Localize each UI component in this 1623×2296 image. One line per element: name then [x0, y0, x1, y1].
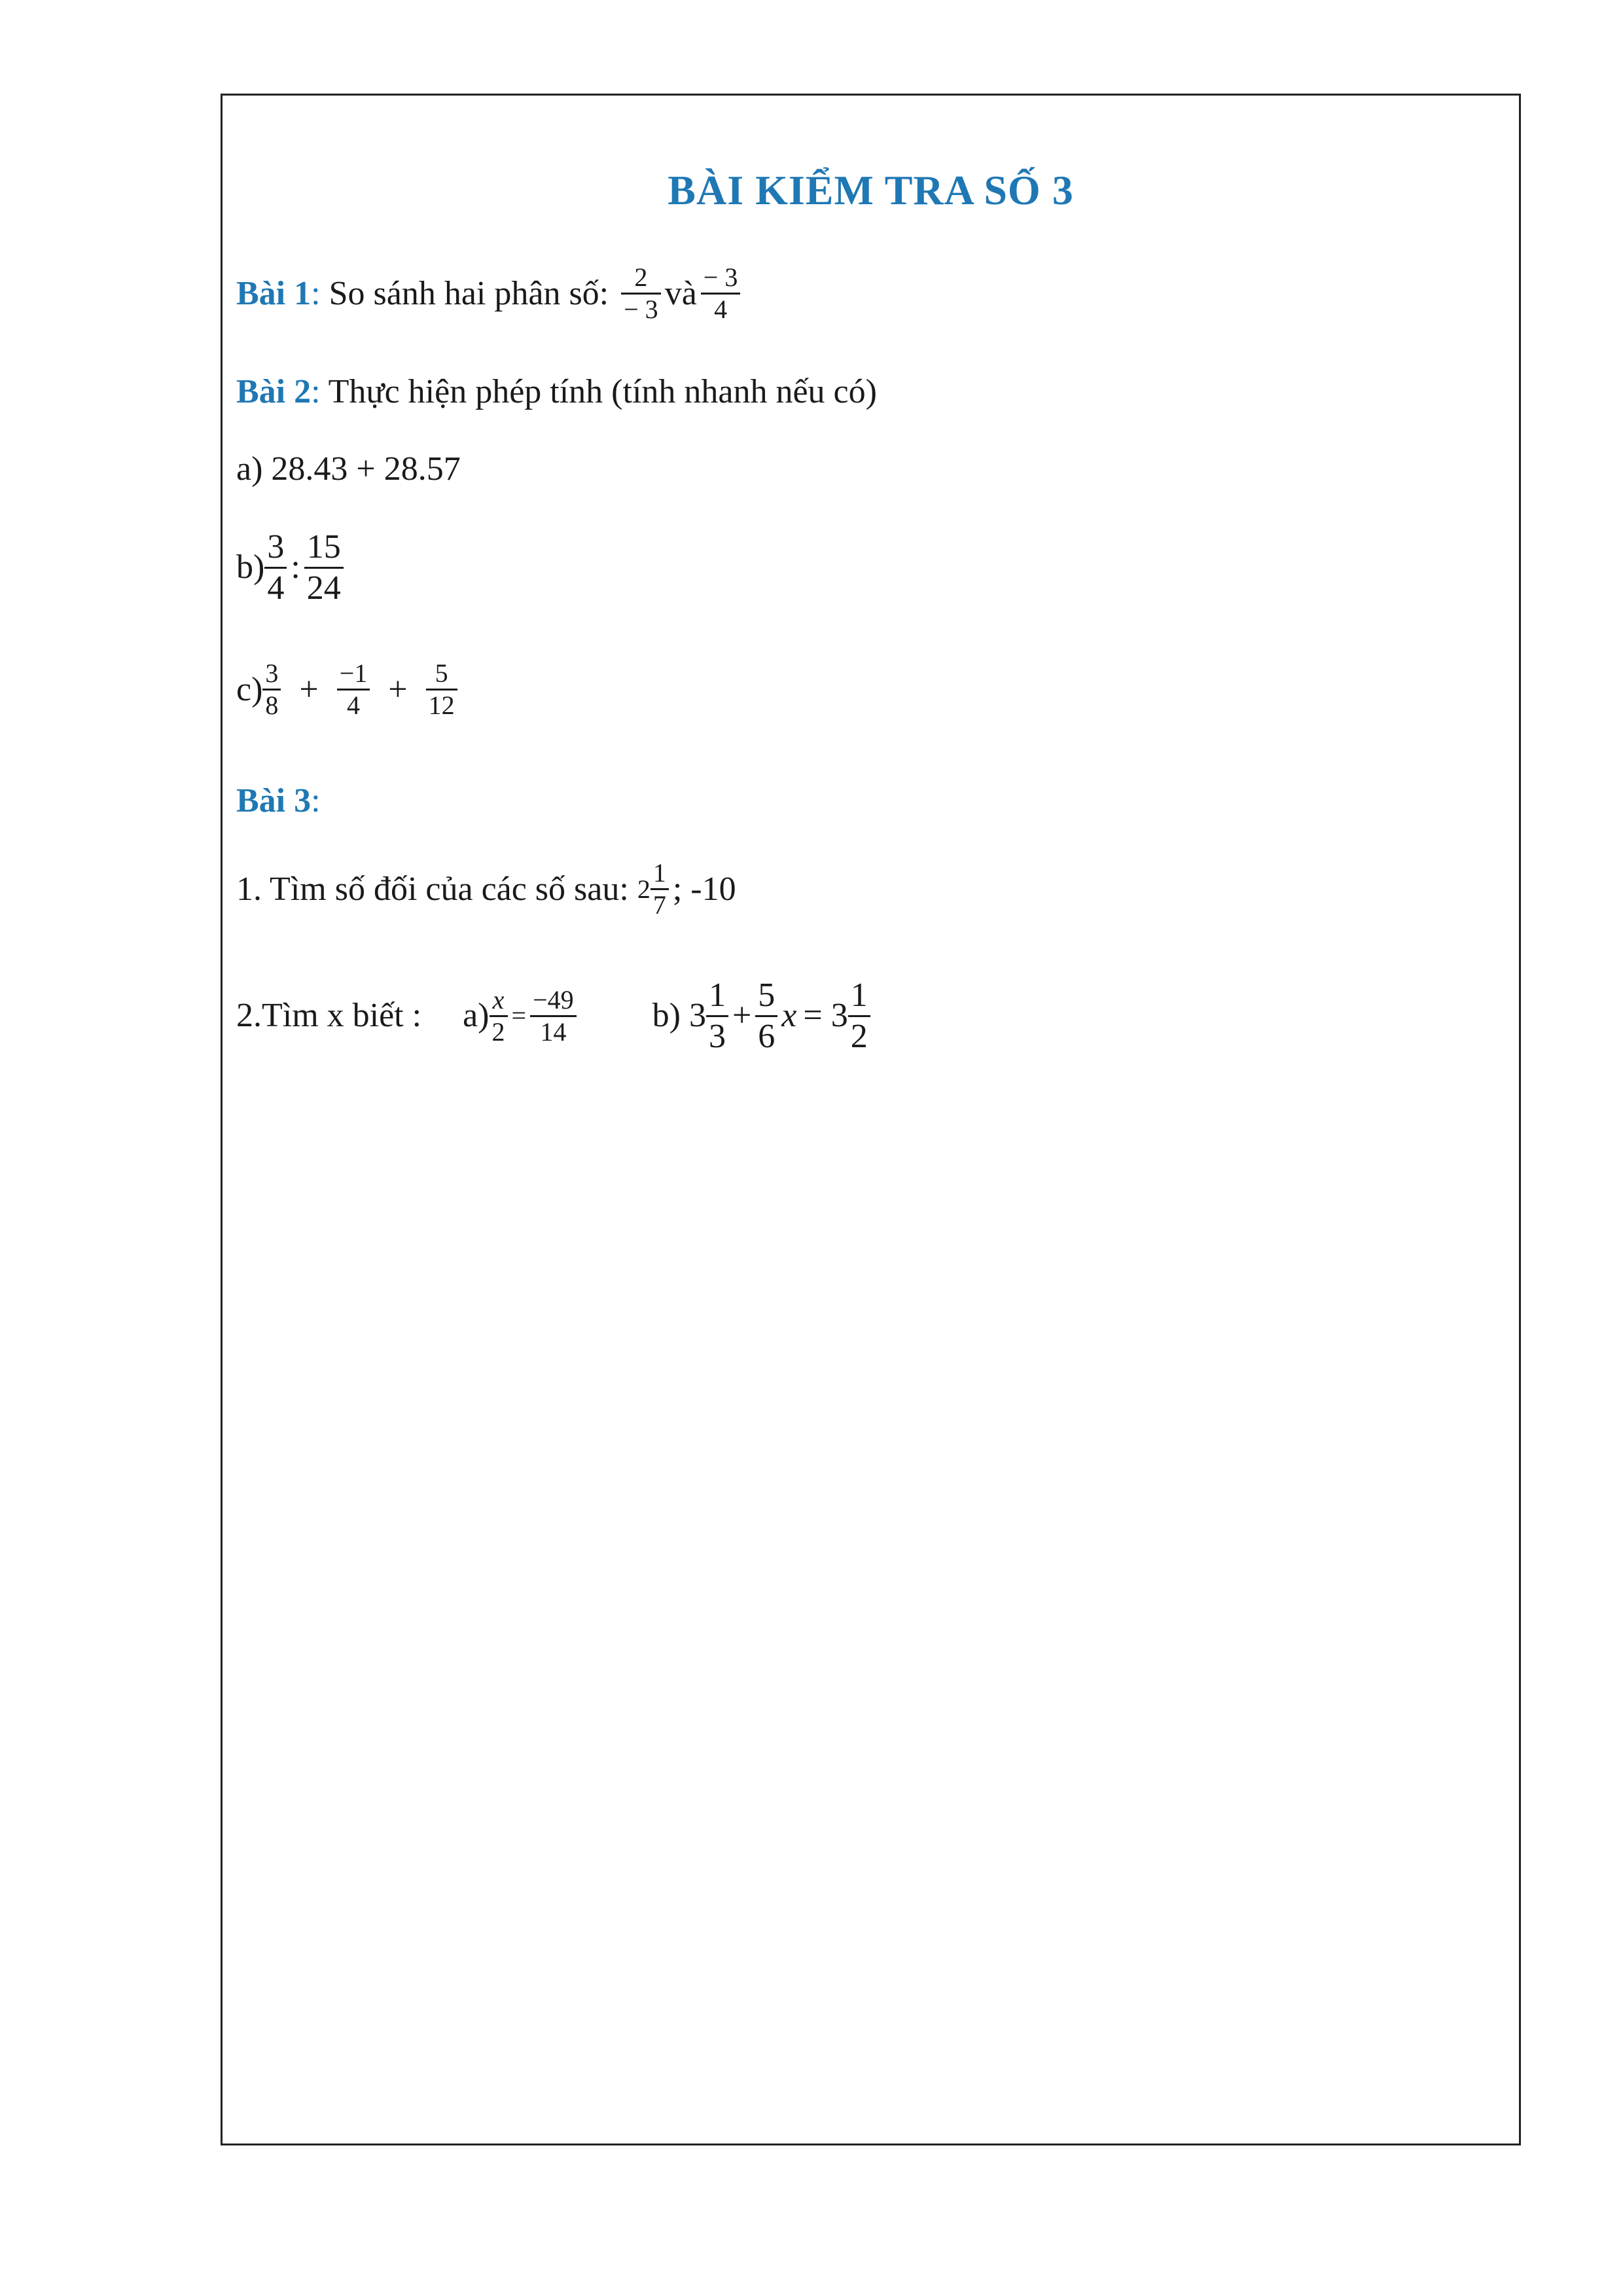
denominator: 3 [708, 1017, 726, 1055]
bai2-c-prefix: c) [236, 670, 263, 708]
bai3-q2-b-fraction-2 [755, 976, 777, 1056]
bai3-q2-b-equals: = 3 [803, 997, 848, 1035]
bai2-label: Bài 2 [236, 373, 312, 410]
bai3-q1-whole: 2 [637, 874, 651, 904]
bai3-q2-b-fraction-1 [706, 976, 728, 1056]
bai3-q2-b-x: x [781, 997, 797, 1035]
bai3-colon: : [311, 782, 321, 819]
bai3-q2-b-fraction-3 [848, 976, 870, 1056]
bai2-b-fraction-1 [264, 528, 287, 608]
numerator: 3 [267, 528, 285, 565]
bai2-a-line [236, 452, 461, 486]
bai2-a-text: a) 28.43 + 28.57 [236, 450, 461, 488]
bai1-line [236, 262, 744, 325]
denominator: 14 [540, 1016, 567, 1047]
bai2-c-fraction-3 [426, 658, 457, 721]
bai2-c-plus-2: + [388, 670, 408, 708]
numerator: 5 [758, 977, 776, 1014]
bai3-q2-a-equals: = [511, 1001, 527, 1031]
denominator: 4 [267, 569, 285, 607]
bai2-b-operator: : [291, 548, 300, 586]
bai3-q2-line [236, 976, 874, 1056]
bai2-c-plus-1: + [299, 670, 319, 708]
bai3-q2-a-fraction-2 [530, 985, 577, 1047]
denominator: 8 [265, 691, 279, 720]
bai3-q2-b-plus: + [732, 997, 752, 1035]
bai2-line [236, 375, 877, 409]
bai3-q1-line [236, 858, 736, 920]
denominator: 2 [850, 1017, 868, 1055]
denominator: 2 [491, 1016, 505, 1047]
bai2-text: Thực hiện phép tính (tính nhanh nếu có) [320, 373, 877, 410]
denominator: 7 [652, 890, 666, 920]
bai2-b-prefix: b) [236, 548, 265, 586]
bai3-q2-b-prefix: b) 3 [652, 997, 706, 1035]
bai1-fraction-2 [701, 262, 741, 325]
denominator: 12 [428, 691, 455, 720]
bai1-va: và [664, 274, 697, 312]
bai3-line [236, 784, 321, 818]
numerator: 1 [652, 858, 666, 888]
denominator: 4 [347, 691, 361, 720]
bai2-c-line [236, 658, 461, 721]
bai3-q1-fraction [651, 858, 669, 920]
denominator: 24 [306, 569, 341, 607]
bai3-q2-a-fraction-1 [490, 985, 508, 1047]
bai3-label: Bài 3 [236, 782, 312, 819]
bai3-q1-rest: ; -10 [672, 870, 736, 908]
numerator: − 3 [703, 262, 738, 292]
bai2-colon: : [311, 373, 321, 410]
numerator: 15 [306, 528, 341, 565]
bai1-text: So sánh hai phân số: [320, 274, 618, 312]
numerator: x [492, 984, 505, 1014]
denominator: 6 [758, 1017, 776, 1055]
bai2-c-fraction-1 [262, 658, 281, 721]
bai1-label: Bài 1 [236, 274, 312, 312]
numerator: −49 [533, 984, 574, 1014]
numerator: 3 [265, 658, 279, 688]
bai2-b-fraction-2 [304, 528, 344, 608]
numerator: 2 [634, 262, 648, 292]
bai2-b-line [236, 528, 348, 608]
numerator: −1 [339, 658, 368, 688]
numerator: 5 [435, 658, 448, 688]
bai2-c-fraction-2 [337, 658, 370, 721]
bai3-q2-a-prefix: a) [463, 997, 490, 1035]
numerator: 1 [708, 977, 726, 1014]
bai3-q2-text: 2.Tìm x biết : [236, 997, 431, 1035]
denominator: 4 [714, 295, 728, 324]
bai1-colon: : [311, 274, 321, 312]
page-frame [221, 94, 1521, 2145]
bai1-fraction-1 [621, 262, 661, 325]
denominator: − 3 [624, 295, 658, 324]
bai3-q1-text: 1. Tìm số đối của các số sau: [236, 870, 637, 908]
page-title: BÀI KIỂM TRA SỐ 3 [668, 167, 1074, 213]
numerator: 1 [850, 977, 868, 1014]
